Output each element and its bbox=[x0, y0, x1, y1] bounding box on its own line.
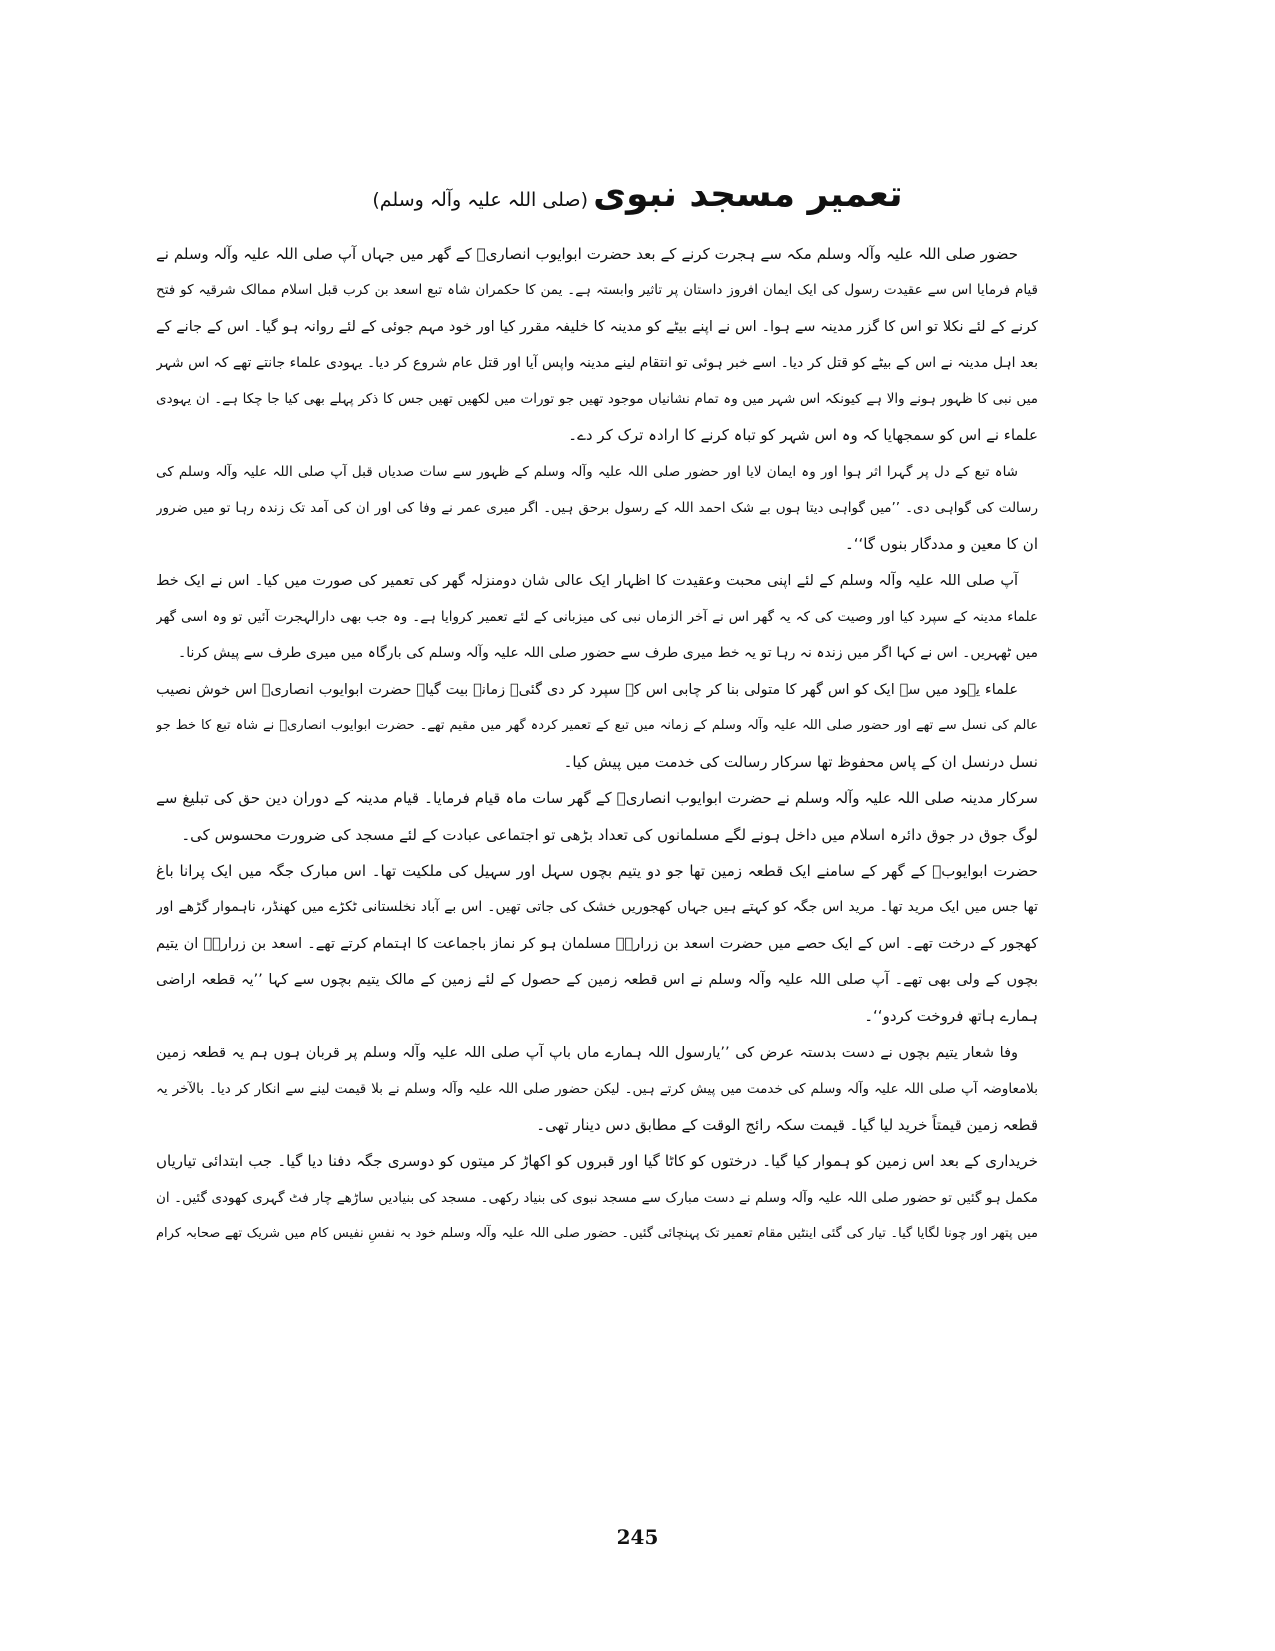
text-line: علماء نے اس کو سمجھایا کہ وہ اس شہر کو تباہ کرنے کا ارادہ ترک کر دے۔ bbox=[568, 426, 1038, 445]
text-line: عالم کی نسل سے تھے اور حضور صلی اللہ علیہ وآلہ وسلم کے زمانہ میں تبع کے تعمیر کردہ گھر میں مقیم تھے۔ حضرت ابوایوب انصاریؓ نے شاہ تبع کا خط جو bbox=[156, 717, 1038, 733]
text-line: لوگ جوق در جوق دائرہ اسلام میں داخل ہونے لگے مسلمانوں کی تعداد بڑھی تو اجتماعی عبادت کے لئے مسجد کی ضرورت محسوس کی۔ bbox=[181, 825, 1038, 844]
text-line: کھجور کے درخت تھے۔ اس کے ایک حصے میں حضرت اسعد بن زرارہؓ مسلمان ہو کر نماز باجماعت کا اہتمام کرتے تھے۔ اسعد بن زرارہؓ ان یتیم bbox=[156, 935, 1038, 952]
text-line: بعد اہل مدینہ نے اس کے بیٹے کو قتل کر دیا۔ اسے خبر ہوئی تو انتقام لینے مدینہ واپس آیا اور قتل عام شروع کر دیا۔ یہودی علماء جانتے تھے کہ اس شہر bbox=[156, 354, 1038, 371]
text-line: بچوں کے ولی بھی تھے۔ آپ صلی اللہ علیہ وآلہ وسلم نے اس قطعہ زمین کے حصول کے لئے زمین کے مالک یتیم بچوں سے کہا ’’یہ قطعہ اراضی bbox=[156, 971, 1038, 988]
page-title bbox=[0, 174, 1275, 215]
text-line: ان کا معین و مددگار بنوں گا‘‘۔ bbox=[844, 535, 1038, 554]
text-line: وفا شعار یتیم بچوں نے دست بدستہ عرض کی ’’یارسول اللہ ہمارے ماں باپ آپ صلی اللہ علیہ وآلہ وسلم پر قربان ہوں ہم یہ قطعہ زمین bbox=[156, 1044, 1018, 1061]
title-subtitle: (صلی اللہ علیہ وآلہ وسلم) bbox=[372, 189, 588, 211]
text-line: خریداری کے بعد اس زمین کو ہموار کیا گیا۔ درختوں کو کاٹا گیا اور قبروں کو اکھاڑ کر میتوں کو دوسری جگہ دفنا دیا گیا۔ جب ابتدائی تیاریاں bbox=[156, 1152, 1038, 1171]
text-line: میں ٹھہریں۔ اس نے کہا اگر میں زندہ نہ رہا تو یہ خط میری طرف سے حضور صلی اللہ علیہ وآلہ وسلم کی بارگاہ میں میری طرف سے پیش کرنا۔ bbox=[178, 645, 1038, 662]
text-line: علماء مدینہ کے سپرد کیا اور وصیت کی کہ یہ گھر اس نے آخر الزماں نبی کی میزبانی کے لئے تعمیر کروایا ہے۔ وہ جب بھی دارالہجرت آئیں تو وہ اسی گھر bbox=[156, 608, 1038, 625]
text-line: بلامعاوضہ آپ صلی اللہ علیہ وآلہ وسلم کی خدمت میں پیش کرتے ہیں۔ لیکن حضور صلی اللہ علیہ وآلہ وسلم نے بلا قیمت لینے سے انکار کر دیا۔ بالآخر یہ bbox=[156, 1080, 1038, 1097]
text-line: سرکار مدینہ صلی اللہ علیہ وآلہ وسلم نے حضرت ابوایوب انصاریؓ کے گھر سات ماہ قیام فرمایا۔ قیام مدینہ کے دوران دین حق کی تبلیغ سے bbox=[156, 789, 1038, 808]
text-line: شاہ تبع کے دل پر گہرا اثر ہوا اور وہ ایمان لایا اور حضور صلی اللہ علیہ وآلہ وسلم کے ظہور سے سات صدیاں قبل آپ صلی اللہ علیہ وآلہ وسلم کی bbox=[156, 463, 1018, 480]
text-line: تھا جس میں ایک مرید تھا۔ مرید اس جگہ کو کہتے ہیں جہاں کھجوریں خشک کی جاتی تھیں۔ اس بے آباد نخلستانی ٹکڑے میں کھنڈر، ناہموار گڑھے اور bbox=[156, 899, 1038, 916]
text-line: حضور صلی اللہ علیہ وآلہ وسلم مکہ سے ہجرت کرنے کے بعد حضرت ابوایوب انصاریؓ کے گھر میں جہاں آپ صلی اللہ علیہ وآلہ وسلم نے bbox=[156, 245, 1018, 263]
text-line: قیام فرمایا اس سے عقیدت رسول کی ایک ایمان افروز داستان پر تاثیر وابستہ ہے۔ یمن کا حکمران شاہ تبع اسعد بن کرب قبل اسلام ممالک شرقیہ کو فتح bbox=[156, 282, 1038, 299]
text-line: مکمل ہو گئیں تو حضور صلی اللہ علیہ وآلہ وسلم نے دست مبارک سے مسجد نبوی کی بنیاد رکھی۔ مسجد کی بنیادیں ساڑھے چار فٹ گہری کھودی گئیں۔ ان bbox=[156, 1189, 1038, 1206]
body-text bbox=[156, 236, 1038, 1252]
text-line: رسالت کی گواہی دی۔ ’’میں گواہی دیتا ہوں بے شک احمد اللہ کے رسول برحق ہیں۔ اگر میری عمر نے وفا کی اور ان کی آمد تک زندہ رہا تو میں ضرور bbox=[156, 500, 1038, 517]
text-line: علماء یہود میں سے ایک کو اس گھر کا متولی بنا کر چابی اس کے سپرد کر دی گئی۔ زمانہ بیت گیا۔ حضرت ابوایوب انصاریؓ اس خوش نصیب bbox=[156, 681, 1018, 698]
text-line: نسل درنسل ان کے پاس محفوظ تھا سرکار رسالت کی خدمت میں پیش کیا۔ bbox=[563, 753, 1038, 772]
title-main: تعمیر مسجد نبوی bbox=[593, 174, 903, 215]
text-line: کرنے کے لئے نکلا تو اس کا گزر مدینہ سے ہوا۔ اس نے اپنے بیٹے کو مدینہ کا خلیفہ مقرر کیا اور خود مہم جوئی کے لئے روانہ ہو گیا۔ اس کے جانے کے bbox=[156, 318, 1038, 335]
text-line: میں پتھر اور چونا لگایا گیا۔ تیار کی گئی اینٹیں مقام تعمیر تک پہنچائی گئیں۔ حضور صلی اللہ علیہ وآلہ وسلم خود بہ نفسِ نفیس کام میں شریک تھے صحابہ کرام bbox=[156, 1226, 1038, 1242]
text-line: میں نبی کا ظہور ہونے والا ہے کیونکہ اس شہر میں وہ تمام نشانیاں موجود تھیں جو تورات میں لکھیں تھیں جس کا ذکر پہلے بھی کیا جا چکا ہے۔ ان یہودی bbox=[156, 391, 1038, 408]
text-line: قطعہ زمین قیمتاً خرید لیا گیا۔ قیمت سکہ رائج الوقت کے مطابق دس دینار تھی۔ bbox=[536, 1116, 1038, 1135]
text-line: آپ صلی اللہ علیہ وآلہ وسلم کے لئے اپنی محبت وعقیدت کا اظہار ایک عالی شان دومنزلہ گھر کی تعمیر کی صورت میں کیا۔ اس نے ایک خط bbox=[156, 572, 1018, 589]
page-number: 245 bbox=[616, 1525, 659, 1549]
text-line: حضرت ابوایوبؓ کے گھر کے سامنے ایک قطعہ زمین تھا جو دو یتیم بچوں سہل اور سہیل کی ملکیت تھا۔ اس مبارک جگہ میں ایک پرانا باغ bbox=[156, 862, 1038, 881]
text-line: ہمارے ہاتھ فروخت کردو‘‘۔ bbox=[864, 1007, 1038, 1026]
